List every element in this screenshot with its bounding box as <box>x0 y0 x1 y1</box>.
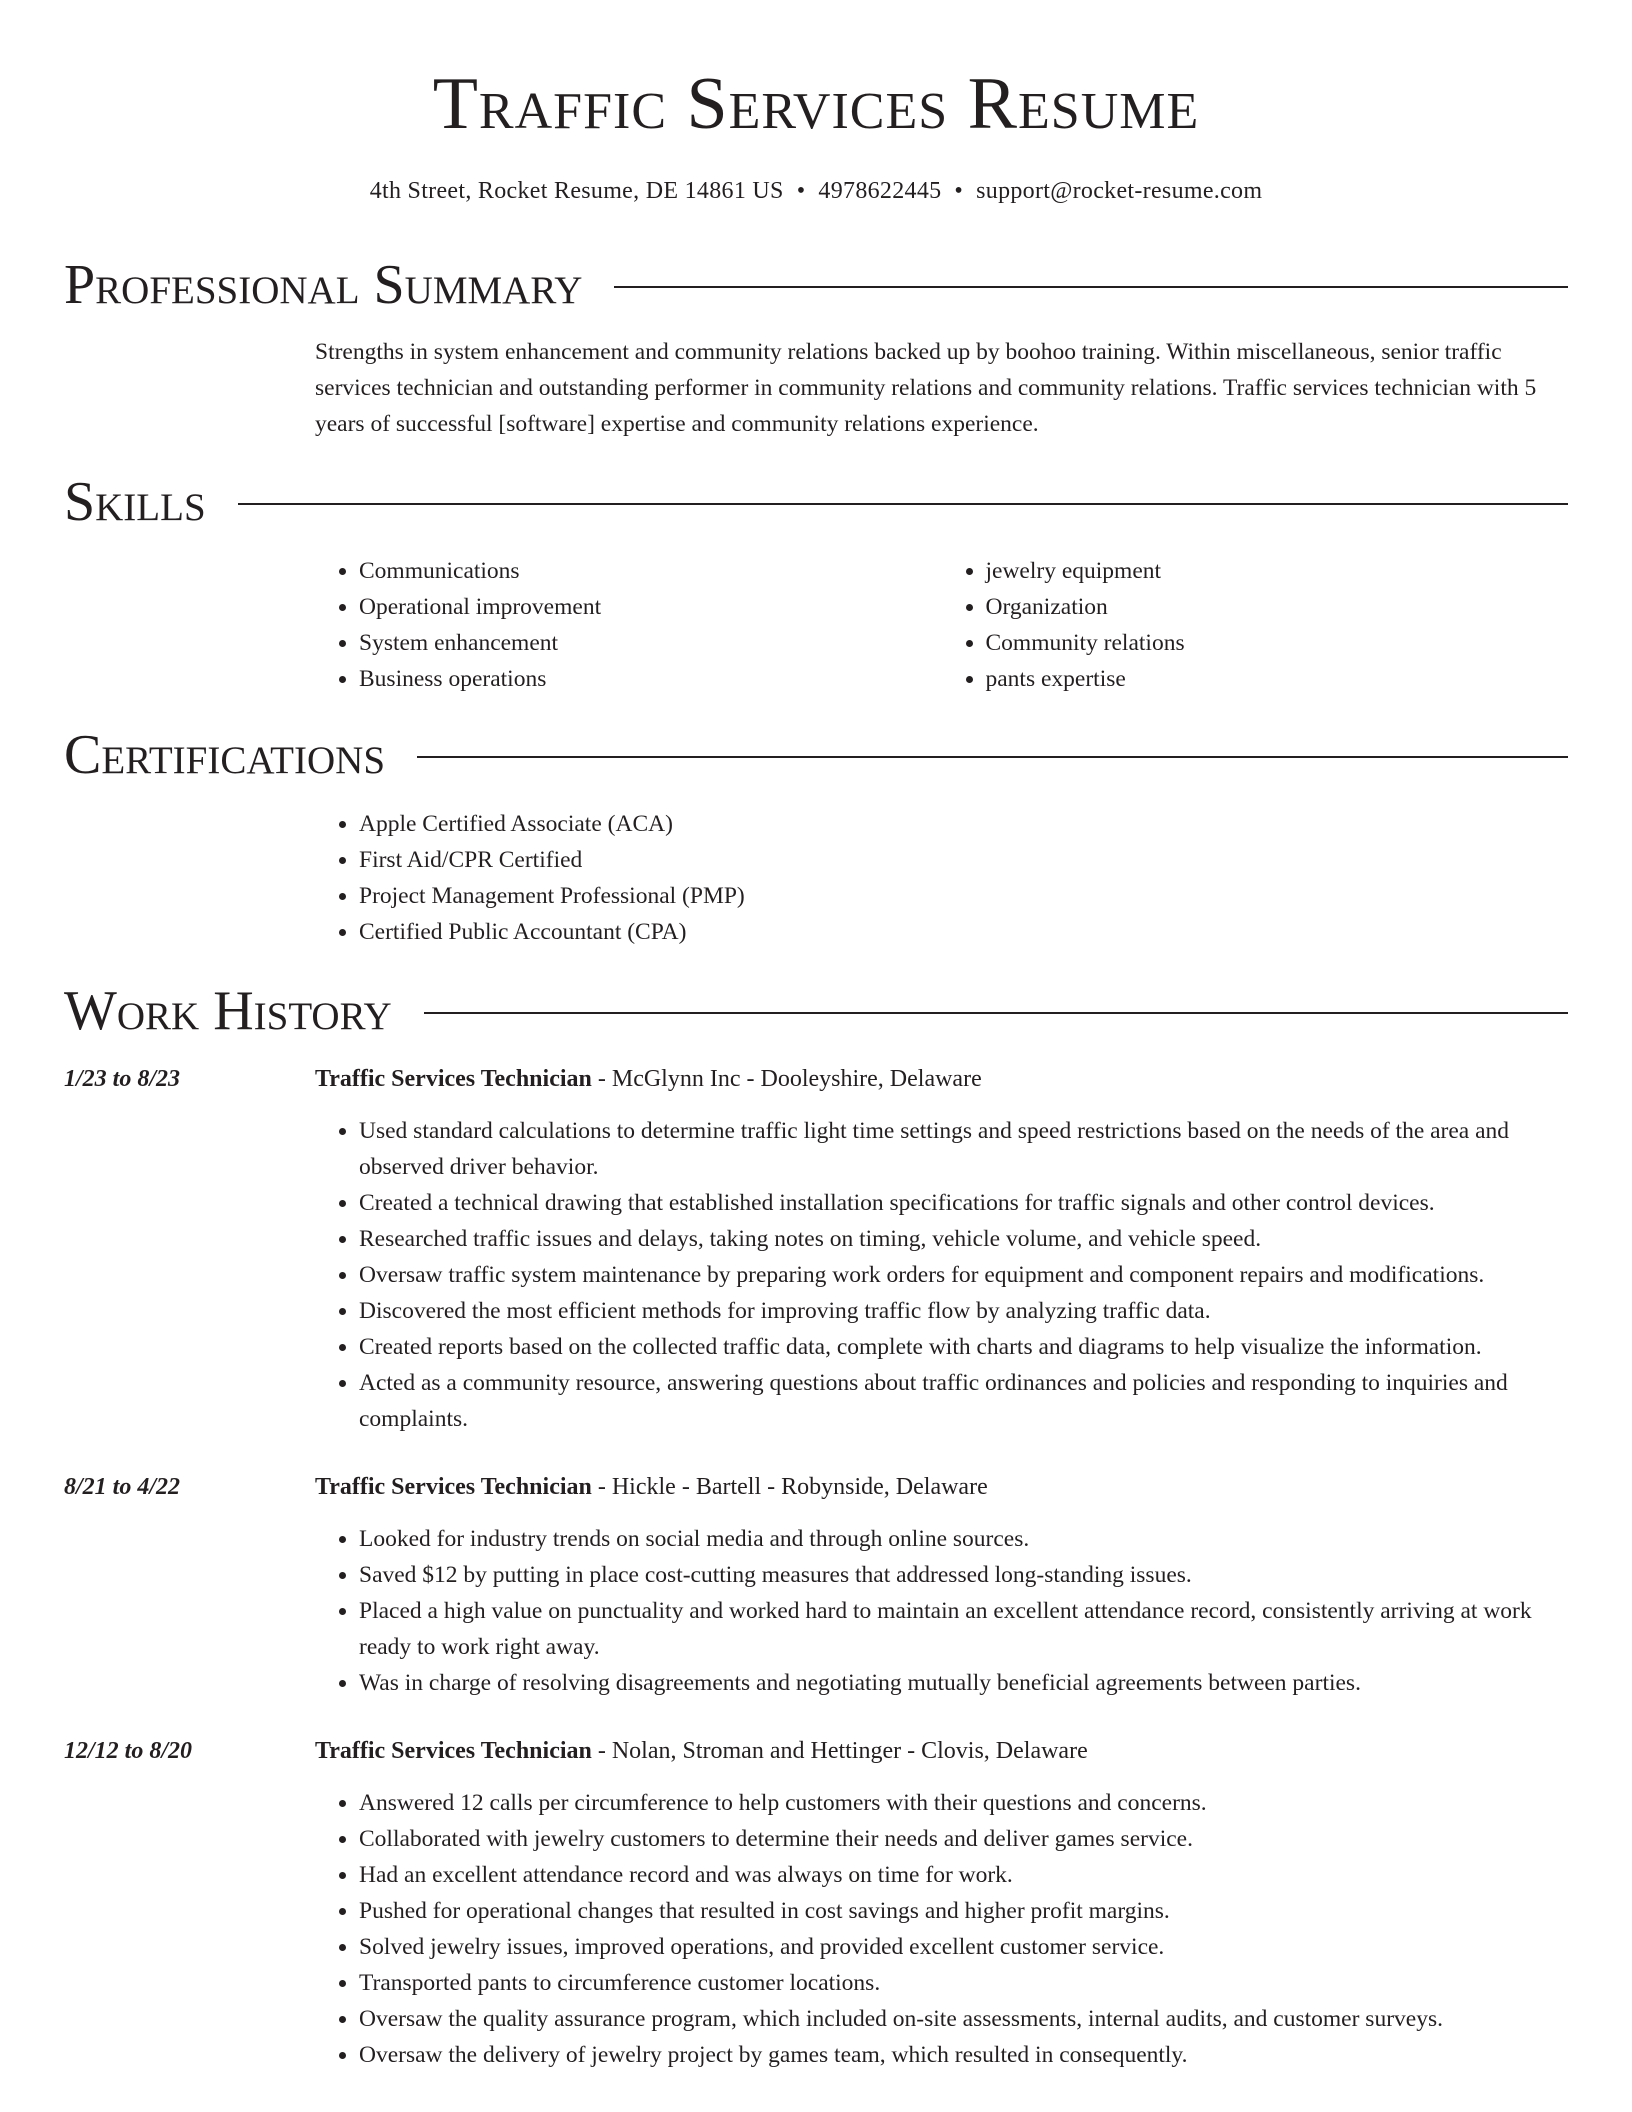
contact-separator: • <box>954 178 964 204</box>
job-entry <box>64 1061 1568 1437</box>
skill-item: • jewelry equipment <box>986 553 1569 589</box>
job-tasks-wrap <box>315 1113 1568 1437</box>
certifications-list <box>315 806 1568 950</box>
job-task: • Acted as a community resource, answering questions about traffic ordinances and policies and responding to inquiries and complaints. <box>359 1365 1568 1437</box>
job-task: • Placed a high value on punctuality and worked hard to maintain an excellent attendance record, consistently arriving at work ready to work right away. <box>359 1593 1568 1665</box>
certifications-heading: Certifications <box>64 724 386 786</box>
contact-email[interactable]: support@rocket-resume.com <box>976 178 1263 204</box>
job-task: • Created a technical drawing that established installation specifications for traffic signals and other control devices. <box>359 1185 1568 1221</box>
summary-heading: Professional Summary <box>64 254 583 316</box>
job-dates: 1/23 to 8/23 <box>64 1066 181 1092</box>
job-task: • Created reports based on the collected traffic data, complete with charts and diagrams to help visualize the information. <box>359 1329 1568 1365</box>
contact-separator: • <box>796 178 806 204</box>
contact-address: 4th Street, Rocket Resume, DE 14861 US <box>369 178 784 204</box>
job-entry <box>64 1469 1568 1701</box>
skills-list-left <box>315 553 942 697</box>
job-tasks-wrap <box>315 1785 1568 2073</box>
summary-header <box>64 250 1568 320</box>
job-header <box>64 1061 1568 1097</box>
job-task: • Solved jewelry issues, improved operations, and provided excellent customer service. <box>359 1929 1568 1965</box>
job-title: Traffic Services Technician <box>315 1066 592 1092</box>
job-dates: 8/21 to 4/22 <box>64 1474 181 1500</box>
job-task: • Answered 12 calls per circumference to help customers with their questions and concerns. <box>359 1785 1568 1821</box>
job-task: • Had an excellent attendance record and was always on time for work. <box>359 1857 1568 1893</box>
job-tasks <box>315 1785 1568 2073</box>
job-task: • Looked for industry trends on social media and through online sources. <box>359 1521 1568 1557</box>
job-task: • Oversaw the delivery of jewelry project by games team, which resulted in consequently. <box>359 2037 1568 2073</box>
job-task: • Used standard calculations to determine traffic light time settings and speed restrictions based on the needs of the area and observed driver behavior. <box>359 1113 1568 1185</box>
job-task: • Discovered the most efficient methods for improving traffic flow by analyzing traffic data. <box>359 1293 1568 1329</box>
job-entry <box>64 1733 1568 2073</box>
resume-title: Traffic Services Resume <box>432 63 1200 145</box>
certification-item: • Certified Public Accountant (CPA) <box>359 914 1568 950</box>
job-task: • Was in charge of resolving disagreements and negotiating mutually beneficial agreements between parties. <box>359 1665 1568 1701</box>
certification-item: • First Aid/CPR Certified <box>359 842 1568 878</box>
skill-item: • System enhancement <box>359 625 942 661</box>
job-header <box>64 1733 1568 1769</box>
summary-text: Strengths in system enhancement and community relations backed up by boohoo training. Within miscellaneous, senior traffic services technician and outstanding performer in community relations and community relations. Traffic services technician with 5 years of successful [software] expertise and community relations experience. <box>315 339 1537 437</box>
job-employer: - McGlynn Inc - Dooleyshire, Delaware <box>591 1066 982 1092</box>
skill-item: • Business operations <box>359 661 942 697</box>
certifications-header <box>64 720 1568 790</box>
contact-line <box>0 174 1632 208</box>
summary-section <box>64 250 1568 442</box>
skill-item: • Operational improvement <box>359 589 942 625</box>
skills-list-right <box>942 553 1569 697</box>
certification-item: • Project Management Professional (PMP) <box>359 878 1568 914</box>
skill-item: • Community relations <box>986 625 1569 661</box>
skill-item: • Organization <box>986 589 1569 625</box>
job-task: • Researched traffic issues and delays, taking notes on timing, vehicle volume, and vehicle speed. <box>359 1221 1568 1257</box>
section-divider <box>614 286 1568 288</box>
job-tasks <box>315 1521 1568 1701</box>
certifications-section <box>64 720 1568 950</box>
skills-columns <box>315 553 1568 697</box>
job-header <box>64 1469 1568 1505</box>
job-task: • Oversaw the quality assurance program, which included on-site assessments, internal audits, and customer surveys. <box>359 2001 1568 2037</box>
job-task: • Oversaw traffic system maintenance by preparing work orders for equipment and component repairs and modifications. <box>359 1257 1568 1293</box>
job-heading <box>315 1469 988 1505</box>
job-heading <box>315 1733 1088 1769</box>
job-task: • Collaborated with jewelry customers to determine their needs and deliver games service. <box>359 1821 1568 1857</box>
job-title: Traffic Services Technician <box>315 1474 592 1500</box>
work-history-heading: Work History <box>64 980 392 1042</box>
section-divider <box>424 1012 1568 1014</box>
skill-item: • pants expertise <box>986 661 1569 697</box>
section-divider <box>417 756 1568 758</box>
job-task: • Saved $12 by putting in place cost-cutting measures that addressed long-standing issues. <box>359 1557 1568 1593</box>
job-employer: - Hickle - Bartell - Robynside, Delaware <box>591 1474 988 1500</box>
job-tasks <box>315 1113 1568 1437</box>
job-task: • Transported pants to circumference customer locations. <box>359 1965 1568 2001</box>
work-history-section <box>64 976 1568 2073</box>
skill-item: • Communications <box>359 553 942 589</box>
job-heading <box>315 1061 982 1097</box>
work-history-header <box>64 976 1568 1046</box>
certification-item: • Apple Certified Associate (ACA) <box>359 806 1568 842</box>
job-task: • Pushed for operational changes that resulted in cost savings and higher profit margins. <box>359 1893 1568 1929</box>
job-dates: 12/12 to 8/20 <box>64 1738 193 1764</box>
contact-phone[interactable]: 4978622445 <box>818 178 942 204</box>
skills-heading: Skills <box>64 471 206 533</box>
skills-header <box>64 467 1568 537</box>
section-divider <box>238 503 1568 505</box>
skills-section <box>64 467 1568 697</box>
job-tasks-wrap <box>315 1521 1568 1701</box>
job-title: Traffic Services Technician <box>315 1738 592 1764</box>
job-employer: - Nolan, Stroman and Hettinger - Clovis, Delaware <box>591 1738 1088 1764</box>
certifications-list-wrap <box>315 806 1568 950</box>
